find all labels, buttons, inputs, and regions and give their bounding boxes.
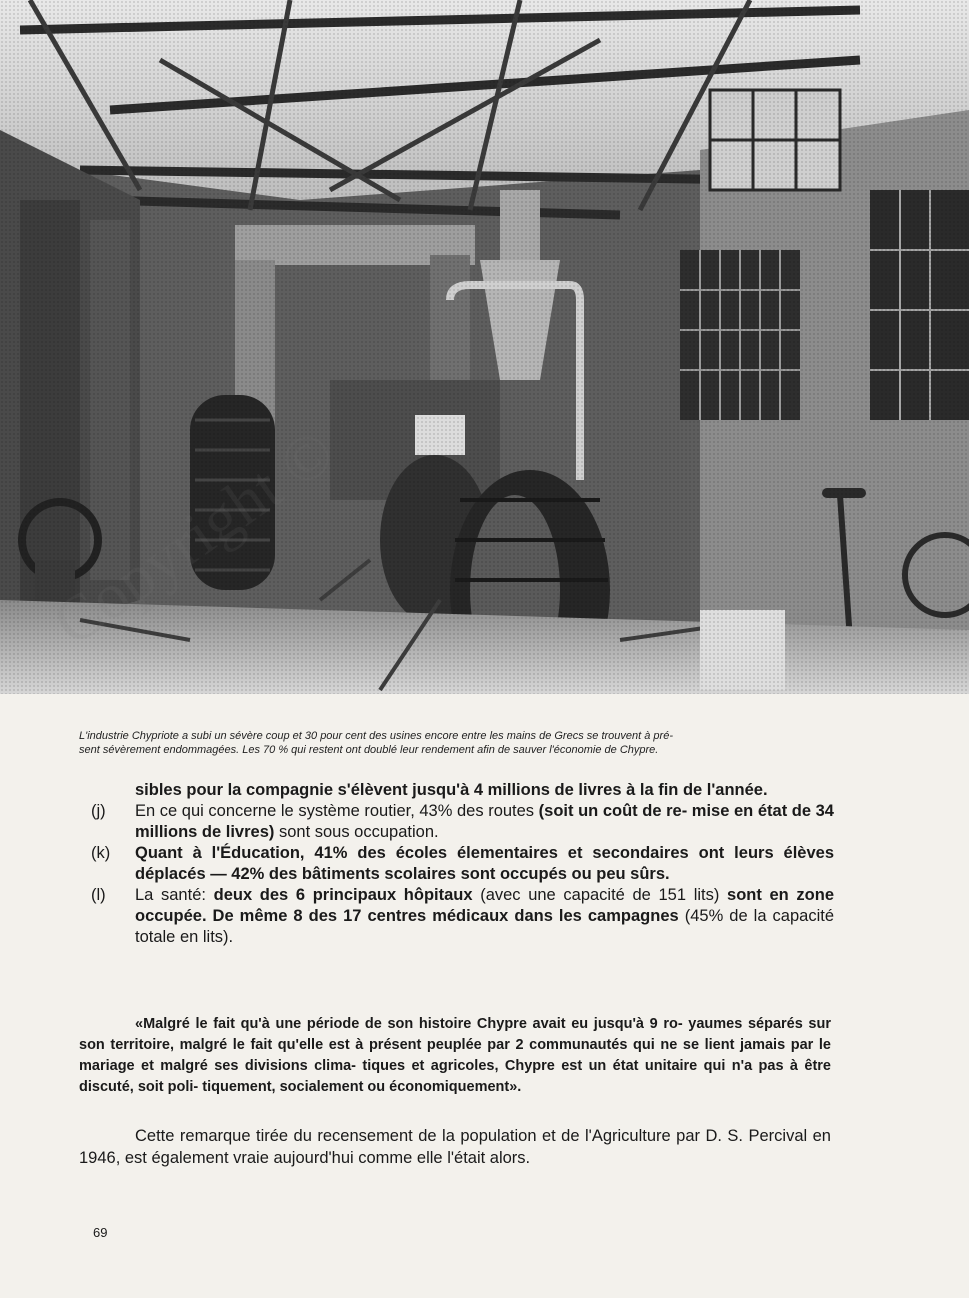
quote-paragraph: «Malgré le fait qu'à une période de son histoire Chypre avait eu jusqu'à 9 ro- yaumes séparés sur son territoire, malgré le fait qu'elle est à présent peuplée par 2 communautés qui ne se lient jamais par le mariage et malgré ses divisions clima- tiques et agricoles, Chypre est un état unitaire qui n'a pas à être discuté, soit poli- tiquement, socialement ou économiquement». (79, 1016, 831, 1095)
list-item-k (79, 843, 834, 885)
continuation-paragraph: sibles pour la compagnie s'élèvent jusqu'à 4 millions de livres à la fin de l'année. (135, 781, 768, 799)
caption-line-2: sent sévèrement endommagées. Les 70 % qui restent ont doublé leur rendement afin de sauver l'économie de Chypre. (79, 744, 659, 756)
list-item-l (79, 885, 834, 948)
list-item-text (135, 801, 834, 843)
photo-caption (79, 729, 889, 757)
page-number: 69 (93, 1225, 108, 1240)
text-segment: sont sous occupation. (274, 823, 439, 841)
main-text (79, 780, 834, 948)
list-item-text: Quant à l'Éducation, 41% des écoles élementaires et secondaires ont leurs élèves déplacés — 42% des bâtiments scolaires sont occupés ou peu sûrs. (135, 844, 834, 883)
list-item-label: (j) (91, 802, 106, 820)
closing-paragraph: Cette remarque tirée du recensement de la population et de l'Agriculture par D. S. Percival en 1946, est également vraie aujourd'hui comme elle l'était alors. (79, 1127, 831, 1167)
text-segment: (45% de la capacité totale en lits). (135, 907, 834, 946)
list-item-text (135, 885, 834, 948)
text-segment: (avec une capacité de 151 lits) (472, 886, 728, 904)
bold-segment: deux des 6 principaux hôpitaux (213, 886, 473, 904)
bold-segment: sont en zone occupée. De même 8 des 17 centres médicaux dans les campagnes (135, 886, 834, 925)
list-item-label: (k) (91, 844, 111, 862)
bold-segment: (soit un coût de re- mise en état de 34 millions de livres) (135, 802, 834, 841)
text-segment: La santé: (135, 886, 214, 904)
text-segment: En ce qui concerne le système routier, 43% des routes (135, 802, 539, 820)
list-item-label: (l) (91, 886, 106, 904)
caption-line-1: L'industrie Chypriote a subi un sévère coup et 30 pour cent des usines encore entre les mains de Grecs se trouvent à pré- (79, 730, 673, 742)
list-item-j (79, 801, 834, 843)
